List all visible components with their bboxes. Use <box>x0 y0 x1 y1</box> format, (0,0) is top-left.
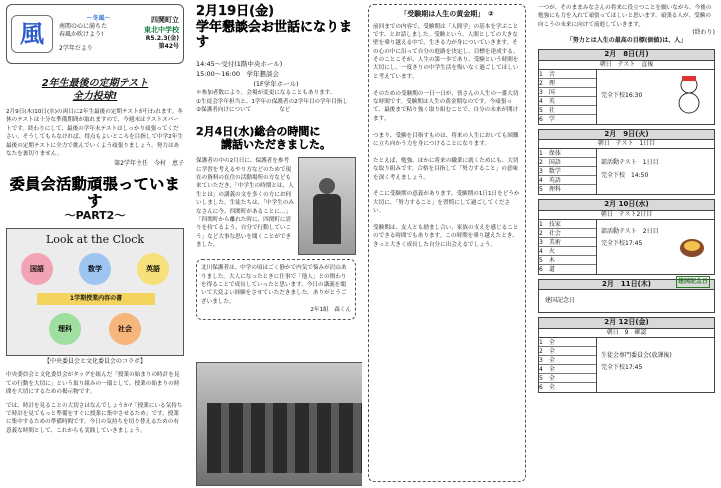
test-headline <box>6 78 184 103</box>
test-signature: 第2学年主任 今村 恵子 <box>114 160 184 168</box>
timetable-feb10 <box>538 199 715 275</box>
circle-sugaku: 数学 <box>79 253 111 285</box>
timetable-feb8-date: 2月 8日(月) <box>539 50 714 60</box>
timetable-feb10-date: 2月 10日(水) <box>539 200 714 210</box>
timetable-row: 1 音 <box>539 70 596 79</box>
essay-title: 「受験期は人生の黄金期」 ② <box>400 10 494 18</box>
timetable-row: 3 全 <box>539 356 596 365</box>
essay-body: 前回までの内容で、受験期は「人間学」の基本を学ぶことです、とお話しました。受験という、人間としての大きな壁を乗り越える中で、生きる力が身についていきます。その心の中に沿って自分の進路を決定し、目標を達成する。そのことこそが、人生の第一歩であり、受験という時間を大切にし、一度きりの中学生活を悔いなく過ごしてほしいと考えています。 そのための受験期の一日一日が、皆さんの人生の一番大切な時間です。受験期は人生の黄金期なのです。今頑張って、最後まで粘り強く取り組むことで、自分の未来が開けます。 つまり、受験を目指すものは、将来の人生においても困難に立ち向かう力を身につけることになります。 たとえば、勉強、ほかに将来の職業に就くためにも、大切な取り組みです。合格を目指して「努力すること」の意味を深く考えましょう。 そこに受験期の意義があります。受験期の1日1日をどうか大切に、「努力すること」を習慣にして過ごしてください。 受験期は、友人とも励まし合い、家族の支えを感じることのできる時間でもあります。この時期を乗り越えたとき、きっと大きく成長した自分に出会えるでしょう。 <box>373 23 520 248</box>
grade-label: 2学年だより <box>59 45 93 53</box>
test-headline-line2: 全力投球! <box>72 90 118 102</box>
column-1 <box>0 0 190 488</box>
schedule-line-3: (1F学年ホール) <box>253 79 299 88</box>
timetable-row: 6 学 <box>539 115 555 123</box>
timetable-row: 5 社 <box>539 106 596 115</box>
schedule-item-1: ①生徒会学年担当と、1学年の保護者の2学年目の学年目指し <box>196 98 348 105</box>
timetable-feb8-note-text: 完全下校16:30 <box>601 91 643 99</box>
test-body: 2月9日(木)10日(水)の両日に2年生最後の定期テストが行われます。冬休のテストは十分な準備期間が取れますので、今週末はラストスパートです。終わりにして、最後の学年末テストはしっかり頑張ってください。そうしてもらなければ、得点もよいところを目指して中学2年生最後の定期テストに全力で挑んでいくよう頑張りましょう。努力はあなたを裏切りません。 <box>6 109 183 157</box>
essay-end: (終わり) <box>692 29 715 37</box>
masthead <box>6 4 184 64</box>
timetable-feb8 <box>538 49 715 125</box>
poster-title: Look at the Clock <box>45 233 145 247</box>
timetable-row: 3 国 <box>539 88 596 97</box>
timetable-feb8-sub: 朝日 テスト 直後 <box>539 61 714 70</box>
essay-box <box>368 4 526 482</box>
timetable-row: 3 美術 <box>539 238 596 247</box>
timetable-feb8-note <box>597 70 714 124</box>
timetable-row: 2 全 <box>539 347 596 356</box>
timetable-row: 4 火 <box>539 247 596 256</box>
school-sub2: 春風か吹けよう! <box>59 31 104 38</box>
lecture-headline: 2月4日(水)総合の時間に <box>196 124 321 138</box>
timetable-feb10-note-2: 完全下校17:45 <box>601 240 643 248</box>
poster-banner: 1学期授業内容の書 <box>37 293 155 305</box>
timetable-feb11-date: 2月 11日(木) <box>539 280 714 290</box>
holiday-logo: 建国記念日 <box>676 276 710 288</box>
snowman-icon <box>674 74 704 114</box>
meeting-date-headline: 2月19日(金) <box>196 4 275 19</box>
timetable-row: 6 全 <box>539 383 555 391</box>
essay-quote: 「努力とは人生の最高の目標(価値)は、人」 <box>566 37 687 45</box>
sweet-potato-icon <box>678 234 706 262</box>
meeting-headline: 学年懇談会お世話になります <box>196 19 353 51</box>
timetable-feb12-note <box>597 338 714 392</box>
timetable-feb11 <box>538 279 715 313</box>
timetable-row: 4 全 <box>539 365 596 374</box>
timetable-feb12-note-2: 完全下校17:45 <box>601 364 643 372</box>
committee-subtitle: ～PART2～ <box>64 209 126 223</box>
school-sub: 南関の心に満ちた <box>59 22 108 30</box>
timetable-row: 4 英 <box>539 97 596 106</box>
circle-rika: 理科 <box>49 313 81 345</box>
circle-eigo: 英語 <box>137 253 169 285</box>
committee-body: 中央委員会と文化委員会がタッグを組んだ「授業の始まりの時計を見ての行動を大切に」という取り組みの一環として、授業の始まりの時間を大切にするための掲示物です。 <box>6 372 180 396</box>
issue-number: 第42号 <box>158 43 179 51</box>
timetable-feb12-date: 2月 12日(金) <box>539 318 714 328</box>
circle-shakai: 社会 <box>109 313 141 345</box>
holiday-label: 建国記念日 <box>545 297 576 305</box>
schedule-line-1: 14:45～受付(1階中央ホール) <box>196 59 283 68</box>
timetable-feb9-sub: 朝日 テスト 1日目 <box>539 140 714 149</box>
issue-date: R5.2.3(金) <box>145 35 179 43</box>
timetable-row: 5 理科 <box>539 186 561 194</box>
column-3 <box>362 0 532 488</box>
committee-headline: 委員会活動頑張っています <box>9 175 181 210</box>
timetable-row: 1 保体 <box>539 149 596 158</box>
committee-body-2: では、時計を見ることの大切さはなんでしょうか?「授業にいる気持ちで時計を見てもっと準備をすぐに授業に集中させるため」です。授業に集中するための準備時間です。今日の気持ちを切り替えるための有意義な時間として、これからも実践していきましょう。 <box>6 402 183 434</box>
lecture-section <box>196 157 356 255</box>
timetable-feb12-sub: 朝日 9 確認 <box>539 329 714 338</box>
school-town: 四関町立 <box>151 16 179 25</box>
timetable-feb9-note <box>597 149 714 194</box>
look-at-clock-poster <box>6 228 184 356</box>
lecturer-photo <box>298 157 356 255</box>
timetable-row: 6 道 <box>539 265 555 273</box>
timetable-row: 4 英語 <box>539 176 596 185</box>
timetable-feb10-sub: 朝日 テスト2日目 <box>539 211 714 220</box>
timetable-feb10-note <box>597 220 714 274</box>
timetable-feb9-note-2: 完全下校 14:50 <box>601 171 649 179</box>
timetable-row: 5 木 <box>539 256 596 265</box>
timetable-feb10-note-1: 部活動テスト 2日目 <box>601 227 659 235</box>
timetable-row: 2 国語 <box>539 158 596 167</box>
timetable-row: 3 数学 <box>539 167 596 176</box>
logo-kaze: 風 <box>11 15 53 53</box>
lecture-headline-2: 講話いただきました。 <box>221 138 331 152</box>
schedule-line-2: 15:00～16:00 学年懇談会 <box>196 69 279 78</box>
timetable-row: 5 全 <box>539 374 596 383</box>
test-headline-line1: 2年生最後の定期テスト <box>41 78 149 89</box>
essay-continuation: 一つが、そのままみなさんの将来に役立つことを願いながら、今後の勉強にも力を入れて頑張ってほしいと思います。頑張る人が、受験の向こうの未来に向けて前進していきます。 <box>538 5 712 28</box>
circle-kokugo: 国語 <box>21 253 53 285</box>
student-comment-text: 北川保護者は、中学の頃はごく静かで内気で悩みが沢山ありました。大人になったときに仕事で「他人」との関わりを得ることで成長していったと思います。今日の講義を聞いて大変よい経験をさせていただきました。ありがとうございました。 <box>201 265 347 305</box>
column-4 <box>532 0 721 488</box>
lecture-body: 保護者の中の2月日に、保護者を参考に学習を考えるやり方などのためで現在の資料の在住の活動場所の方なども来ていただき、「中学生の時期とは、人生とは」の講義の文を多くの方にお伺いしました。生徒たちは、「中学生のみなさんに今、四関町があることに…」「四関町から離れた時に、四関町に誇りを持てるよう、自分で行動していこう」など大事な思いを聞くことができました。 <box>196 158 294 249</box>
student-comment-box <box>196 259 356 319</box>
timetable-row: 2 社会 <box>539 229 596 238</box>
timetable-feb12 <box>538 317 715 393</box>
student-comment-signature: 2年1組 森くん <box>310 307 351 314</box>
meeting-schedule <box>196 59 356 115</box>
column-2 <box>190 0 362 488</box>
masthead-right <box>144 16 179 51</box>
timetable-row: 1 技家 <box>539 220 596 229</box>
masthead-middle <box>59 15 138 53</box>
timetable-feb9-note-1: 部活動テスト 1日目 <box>601 159 659 167</box>
motto-top: ～冬風～ <box>86 14 111 22</box>
timetable-feb9-date: 2月 9日(火) <box>539 130 714 140</box>
classroom-photo <box>196 362 362 486</box>
poster-caption: 【中央委員会と文化委員会のコラボ】 <box>43 358 146 366</box>
timetable-row: 2 理 <box>539 79 596 88</box>
timetable-feb12-note-1: 生徒会専門委員会(放課後) <box>601 351 672 359</box>
schedule-item-2: ②保護者向けについて など <box>196 107 291 114</box>
school-name: 東北中学校 <box>144 25 179 34</box>
timetable-row: 1 全 <box>539 338 596 347</box>
schedule-note: ＊参加者数により、会場が変更になることもあります。 <box>196 89 336 96</box>
timetable-feb9 <box>538 129 715 196</box>
